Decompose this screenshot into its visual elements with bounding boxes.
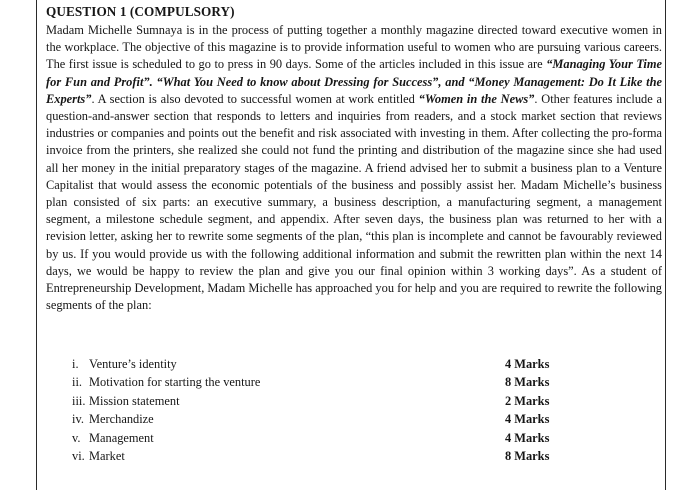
item-marks: 8 Marks bbox=[505, 375, 550, 390]
list-item bbox=[72, 429, 560, 447]
list-item bbox=[72, 373, 560, 391]
item-number: i. bbox=[72, 357, 79, 371]
list-item bbox=[72, 355, 560, 373]
item-marks: 4 Marks bbox=[505, 412, 550, 427]
list-item bbox=[72, 392, 560, 410]
item-marks: 4 Marks bbox=[505, 430, 550, 445]
segments-list bbox=[72, 355, 560, 465]
article-titles: “Managing Your Time for Fun and Profit”. “What You Need to know about Dressing for Success”, and “Money Management: Do It Like the Experts” bbox=[46, 57, 663, 106]
item-marks: 2 Marks bbox=[505, 393, 550, 408]
list-item bbox=[72, 447, 560, 465]
item-marks: 8 Marks bbox=[505, 448, 550, 463]
article-title-women-in-news: “Women in the News” bbox=[418, 91, 535, 106]
item-number: iii. bbox=[72, 393, 86, 408]
question-text-part-1: Madam Michelle Sumnaya is in the process of putting together a monthly magazine directed toward executive women in the workplace. The objective of this magazine is to provide information useful to women who are pursuing various careers. The first issue is scheduled to go to press in 90 days. Some of the articles included in this issue are bbox=[46, 23, 662, 72]
item-number: iv. bbox=[72, 412, 84, 427]
item-label: Management bbox=[89, 430, 154, 445]
question-text-part-2: . A section is also devoted to successful women at work entitled bbox=[91, 91, 419, 106]
item-label: Merchandize bbox=[89, 412, 154, 427]
item-label: Venture’s identity bbox=[89, 357, 177, 371]
list-item bbox=[72, 410, 560, 428]
question-text-part-3: . Other features include a question-and-answer section that responds to letters and inquiries from readers, and a stock market section that reviews industries or companies and points out the benefit and risk associated with investing in them. After collecting the pro-forma invoice from the printers, she realized she could not fund the printing and distribution of the magazine since she had used all her money in the initial preparatory stages of the magazine. A friend advised her to submit a business plan to a Venture Capitalist that would assess the economic potentials of the business and possibly assist her. Madam Michelle’s business plan consisted of six parts: an executive summary, a business description, a manufacturing segment, a management segment, a milestone schedule segment, and appendix. After seven days, the business plan was returned to her with a revision letter, asking her to rewrite some segments of the plan, “this plan is incomplete and cannot be favourably reviewed by us. If you would provide us with the following additional information and submit the rewritten plan within the next 14 days, we would be happy to review the plan and give you our final opinion within 3 working days”. As a student of Entrepreneurship Development, Madam Michelle has approached you for help and you are required to rewrite the following segments of the plan: bbox=[46, 91, 662, 313]
item-label: Motivation for starting the venture bbox=[89, 375, 261, 390]
item-number: v. bbox=[72, 430, 81, 445]
item-number: ii. bbox=[72, 375, 82, 390]
item-number: vi. bbox=[72, 448, 85, 463]
item-marks: 4 Marks bbox=[505, 357, 550, 371]
question-heading: QUESTION 1 (COMPULSORY) bbox=[46, 4, 235, 19]
item-label: Mission statement bbox=[89, 393, 180, 408]
question-body bbox=[46, 22, 662, 314]
item-label: Market bbox=[89, 448, 125, 463]
